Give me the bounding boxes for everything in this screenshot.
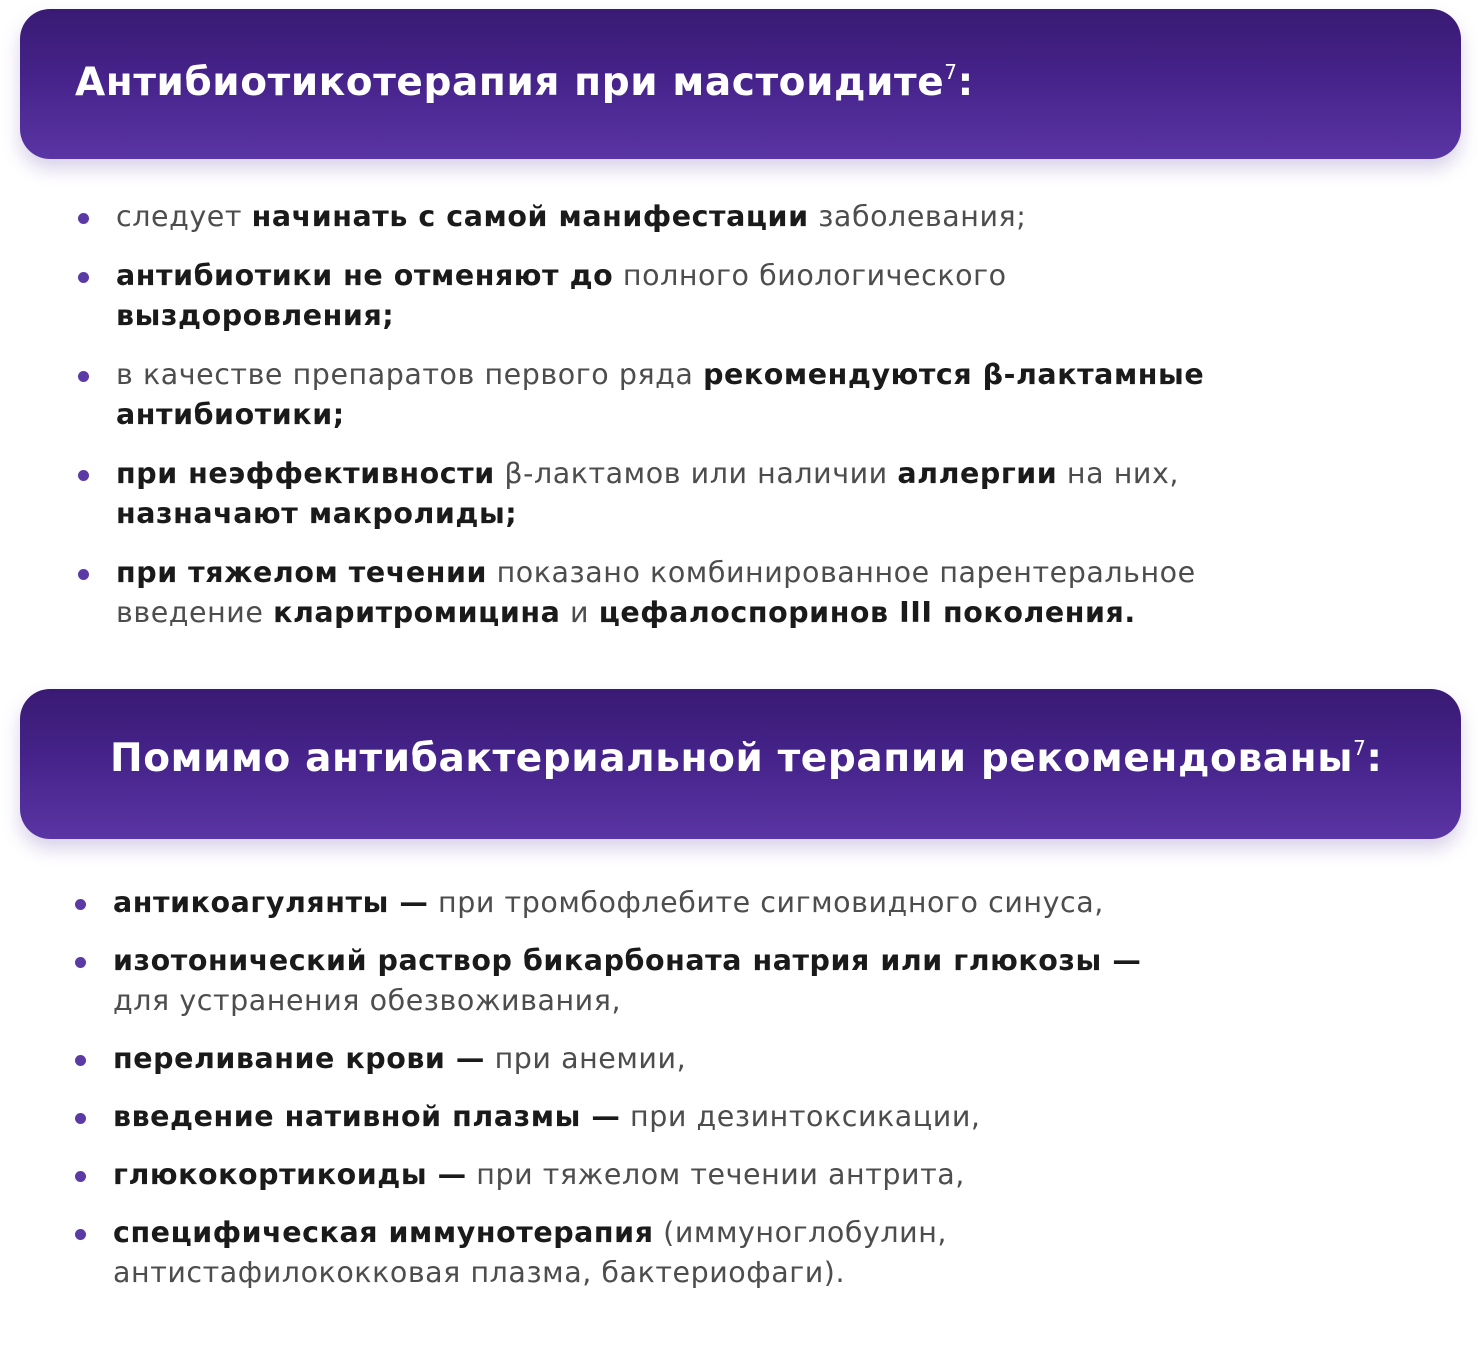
section-1-title-suffix: : [957, 59, 974, 105]
list-item [113, 1155, 1383, 1195]
section-1-title [75, 60, 974, 105]
bullet-dot [78, 470, 89, 481]
emphasis-text: специфическая иммунотерапия [113, 1216, 654, 1249]
bullet-dot [78, 569, 89, 580]
list-item [116, 454, 1386, 534]
body-text: антистафилококковая плазма, бактериофаги). [113, 1256, 846, 1289]
section-2-reference: 7 [1353, 735, 1367, 760]
body-text: при тромбофлебите сигмовидного синуса, [428, 886, 1104, 919]
bullet-dot [75, 1055, 86, 1066]
list-item [113, 941, 1383, 1021]
list-item [116, 355, 1386, 435]
body-text: следует [116, 200, 252, 233]
emphasis-text: при неэффективности [116, 457, 495, 490]
list-item [116, 197, 1386, 237]
section-2-title-text: Помимо антибактериальной терапии рекомендованы [110, 735, 1354, 781]
additional-therapy-list [113, 883, 1383, 1311]
list-item [116, 553, 1386, 633]
body-text: заболевания; [808, 200, 1027, 233]
bullet-dot [75, 1113, 86, 1124]
list-item [113, 1097, 1383, 1137]
list-item [113, 1213, 1383, 1293]
emphasis-text: введение нативной плазмы — [113, 1100, 621, 1133]
emphasis-text: изотонический раствор бикарбоната натрия или глюкозы — [113, 944, 1142, 977]
body-text: β-лактамов или наличии [494, 457, 898, 490]
emphasis-text: кларитромицина [273, 596, 561, 629]
bullet-dot [78, 213, 89, 224]
section-2-header [20, 689, 1461, 839]
emphasis-text: при тяжелом течении [116, 556, 487, 589]
body-text: полного биологического [613, 259, 1007, 292]
body-text: введение [116, 596, 274, 629]
body-text: при тяжелом течении антрита, [466, 1158, 965, 1191]
section-1-header [20, 9, 1461, 159]
list-item [113, 883, 1383, 923]
bullet-dot [78, 272, 89, 283]
body-text: для устранения обезвоживания, [113, 984, 622, 1017]
section-2-title [110, 736, 1383, 781]
body-text: показано комбинированное парентеральное [487, 556, 1196, 589]
section-1-title-text: Антибиотикотерапия при мастоидите [75, 59, 945, 105]
emphasis-text: выздоровления; [116, 299, 395, 332]
bullet-dot [75, 957, 86, 968]
bullet-dot [78, 371, 89, 382]
list-item [113, 1039, 1383, 1079]
body-text: при дезинтоксикации, [620, 1100, 981, 1133]
bullet-dot [75, 1229, 86, 1240]
emphasis-text: цефалоспоринов III поколения. [598, 596, 1136, 629]
body-text: на них, [1057, 457, 1180, 490]
emphasis-text: антибиотики не отменяют до [116, 259, 614, 292]
list-item [116, 256, 1386, 336]
emphasis-text: антибиотики; [116, 398, 345, 431]
body-text: и [560, 596, 599, 629]
emphasis-text: начинать с самой манифестации [251, 200, 809, 233]
body-text: в качестве препаратов первого ряда [116, 358, 704, 391]
antibiotic-therapy-list [116, 197, 1386, 652]
emphasis-text: переливание крови — [113, 1042, 485, 1075]
section-1-reference: 7 [944, 59, 958, 84]
section-2-title-suffix: : [1366, 735, 1383, 781]
body-text: (иммуноглобулин, [653, 1216, 948, 1249]
bullet-dot [75, 899, 86, 910]
emphasis-text: назначают макролиды; [116, 497, 518, 530]
emphasis-text: рекомендуются β-лактамные [703, 358, 1205, 391]
emphasis-text: аллергии [897, 457, 1058, 490]
emphasis-text: антикоагулянты — [113, 886, 429, 919]
body-text: при анемии, [484, 1042, 687, 1075]
bullet-dot [75, 1171, 86, 1182]
emphasis-text: глюкокортикоиды — [113, 1158, 467, 1191]
